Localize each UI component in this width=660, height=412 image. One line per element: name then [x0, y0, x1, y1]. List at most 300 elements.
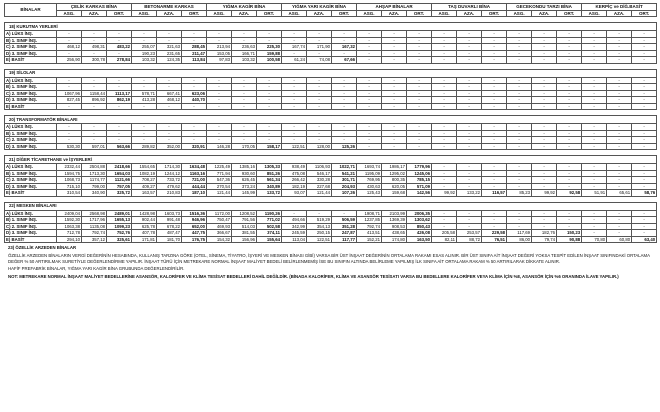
value-cell: - — [457, 210, 482, 217]
value-cell: 63,40 — [632, 236, 657, 243]
value-cell: 407,78 — [132, 230, 157, 237]
value-cell: - — [57, 137, 82, 144]
value-cell: - — [632, 84, 657, 91]
value-cell: 124,35 — [157, 57, 182, 64]
value-cell: - — [282, 130, 307, 137]
value-cell: - — [582, 230, 607, 237]
value-cell: 771,94 — [207, 170, 232, 177]
value-cell: - — [457, 77, 482, 84]
value-cell: 1172,00 — [207, 210, 232, 217]
value-cell: - — [532, 210, 557, 217]
value-cell: - — [332, 31, 357, 38]
value-cell: 211,47 — [182, 50, 207, 57]
value-cell: 103,32 — [232, 57, 257, 64]
value-cell: - — [507, 84, 532, 91]
value-cell: - — [307, 124, 332, 131]
value-cell: - — [532, 217, 557, 224]
value-cell: - — [332, 130, 357, 137]
value-cell: 2006,35 — [407, 210, 432, 217]
value-cell: - — [57, 50, 82, 57]
value-cell: 256,90 — [57, 57, 82, 64]
value-cell: - — [257, 137, 282, 144]
value-cell: 70,80 — [582, 236, 607, 243]
value-cell: 1208,52 — [232, 210, 257, 217]
value-cell: - — [82, 84, 107, 91]
value-cell: - — [507, 170, 532, 177]
value-cell: - — [482, 223, 507, 230]
value-cell: 1986,17 — [382, 164, 407, 171]
value-cell: 310,54 — [57, 190, 82, 197]
value-cell: - — [632, 57, 657, 64]
value-cell: 1305,33 — [257, 164, 282, 171]
section-title-row — [5, 156, 657, 164]
value-cell: - — [232, 137, 257, 144]
value-cell: - — [582, 50, 607, 57]
value-cell: - — [107, 84, 132, 91]
value-cell: - — [582, 44, 607, 51]
value-cell: - — [482, 50, 507, 57]
value-cell: - — [407, 31, 432, 38]
value-cell: 154,32 — [207, 236, 232, 243]
value-cell: - — [232, 37, 257, 44]
value-cell: 103,32 — [132, 57, 157, 64]
value-cell: - — [507, 50, 532, 57]
value-cell: 1190,26 — [257, 210, 282, 217]
value-cell: - — [557, 164, 582, 171]
value-cell: 152,21 — [357, 236, 382, 243]
value-cell: - — [107, 137, 132, 144]
value-cell: - — [532, 143, 557, 150]
value-cell: - — [457, 130, 482, 137]
value-cell: 440,70 — [182, 97, 207, 104]
value-cell: - — [432, 103, 457, 110]
value-cell: 60,80 — [607, 236, 632, 243]
value-cell: 2489,01 — [107, 210, 132, 217]
value-cell: - — [557, 124, 582, 131]
sub-header: ASG. — [132, 10, 157, 17]
value-cell: - — [57, 130, 82, 137]
value-cell: 167,32 — [332, 44, 357, 51]
value-cell: - — [482, 103, 507, 110]
value-cell: - — [607, 84, 632, 91]
value-cell: - — [407, 57, 432, 64]
group-header: YIĞMA KAGİR BİNA — [207, 4, 282, 11]
value-cell: - — [557, 103, 582, 110]
value-cell: - — [457, 183, 482, 190]
value-cell: 1303,62 — [407, 217, 432, 224]
value-cell: - — [482, 44, 507, 51]
value-cell: - — [607, 177, 632, 184]
value-cell: 190,23 — [132, 50, 157, 57]
value-cell: - — [182, 77, 207, 84]
value-cell: - — [82, 130, 107, 137]
value-cell: 366,67 — [207, 230, 232, 237]
value-cell: - — [607, 223, 632, 230]
value-cell: 76,51 — [482, 236, 507, 243]
notes-paragraph: HAFİF PREFABRİK BİNALAR, YIĞMA YARI KAGİR BİNA GRUBUNDA DEĞERLENDİRİLİR. — [8, 266, 185, 272]
section-title: 20) TRANSFORMATÖR BİNALARI — [5, 116, 657, 124]
value-cell: 733,72 — [157, 177, 182, 184]
value-cell: - — [607, 143, 632, 150]
value-cell: - — [57, 31, 82, 38]
value-cell: 74,08 — [307, 57, 332, 64]
row-label: B) 1. SINIF İNŞ. — [5, 217, 57, 224]
value-cell: 750,47 — [207, 217, 232, 224]
value-cell: - — [507, 210, 532, 217]
value-cell: - — [357, 50, 382, 57]
value-cell: 163,50 — [407, 236, 432, 243]
value-cell: 174,80 — [382, 236, 407, 243]
value-cell: - — [507, 143, 532, 150]
value-cell: 67,66 — [332, 57, 357, 64]
value-cell: - — [332, 50, 357, 57]
value-cell: 187,10 — [182, 190, 207, 197]
value-cell: - — [532, 183, 557, 190]
value-cell: - — [482, 217, 507, 224]
value-cell: - — [557, 50, 582, 57]
value-cell: 146,28 — [207, 143, 232, 150]
value-cell: - — [157, 137, 182, 144]
value-cell: - — [432, 210, 457, 217]
value-cell: 155,64 — [257, 236, 282, 243]
value-cell: 1121,66 — [107, 177, 132, 184]
value-cell: - — [532, 57, 557, 64]
section-title: 19) SİLOLAR — [5, 69, 657, 77]
value-cell: 93,07 — [282, 190, 307, 197]
value-cell: - — [307, 97, 332, 104]
value-cell: 792,74 — [82, 230, 107, 237]
value-cell: - — [457, 170, 482, 177]
value-cell: 142,56 — [407, 190, 432, 197]
value-cell: - — [632, 97, 657, 104]
value-cell: - — [557, 217, 582, 224]
value-cell: - — [132, 124, 157, 131]
row-label: B) 1. SINIF İNŞ. — [5, 37, 57, 44]
value-cell: - — [607, 170, 632, 177]
value-cell: - — [132, 37, 157, 44]
row-label: B) 1. SINIF İNŞ. — [5, 170, 57, 177]
value-cell: - — [582, 31, 607, 38]
value-cell: 2103,99 — [382, 210, 407, 217]
value-cell: 902,44 — [132, 217, 157, 224]
value-cell: - — [432, 170, 457, 177]
value-cell: 506,59 — [332, 217, 357, 224]
value-cell: 571,09 — [407, 183, 432, 190]
value-cell: - — [507, 137, 532, 144]
row-label: B) 1. SINIF İNŞ. — [5, 130, 57, 137]
value-cell: 300,78 — [82, 57, 107, 64]
value-cell: - — [182, 31, 207, 38]
sub-header: ASG. — [432, 10, 457, 17]
value-cell: 2332,44 — [57, 164, 82, 171]
value-cell: 771,02 — [257, 217, 282, 224]
value-cell: - — [507, 130, 532, 137]
value-cell: - — [507, 90, 532, 97]
value-cell: - — [282, 97, 307, 104]
value-cell: - — [407, 97, 432, 104]
row-label: A) LÜKS İNŞ. — [5, 31, 57, 38]
value-cell: - — [582, 124, 607, 131]
value-cell: - — [57, 84, 82, 91]
value-cell: - — [507, 177, 532, 184]
value-cell: 2568,98 — [82, 210, 107, 217]
value-cell: - — [282, 77, 307, 84]
value-cell: 851,26 — [257, 170, 282, 177]
value-cell: - — [607, 217, 632, 224]
value-cell: - — [582, 97, 607, 104]
value-cell: 799,00 — [82, 183, 107, 190]
value-cell: 117,77 — [332, 236, 357, 243]
sub-header: ORT. — [632, 10, 657, 17]
value-cell: 561,34 — [257, 177, 282, 184]
value-cell: 1163,16 — [182, 170, 207, 177]
value-cell: 896,92 — [82, 97, 107, 104]
value-cell: 494,66 — [282, 217, 307, 224]
value-cell: 444,44 — [182, 183, 207, 190]
value-cell: - — [457, 57, 482, 64]
row-label: A) LÜKS İNŞ. — [5, 164, 57, 171]
value-cell: - — [382, 37, 407, 44]
value-cell: 563,66 — [107, 143, 132, 150]
value-cell: 1174,77 — [82, 177, 107, 184]
value-cell: - — [357, 37, 382, 44]
value-cell: - — [407, 130, 432, 137]
value-cell: 213,94 — [207, 44, 232, 51]
sub-header: ASG. — [507, 10, 532, 17]
value-cell: - — [332, 137, 357, 144]
value-cell: 225,30 — [257, 44, 282, 51]
value-cell: - — [257, 130, 282, 137]
value-cell: 1908,71 — [357, 210, 382, 217]
value-cell: 99,92 — [532, 190, 557, 197]
value-cell: - — [482, 77, 507, 84]
value-cell: - — [432, 217, 457, 224]
value-cell: 159,68 — [382, 190, 407, 197]
value-cell: 121,44 — [307, 190, 332, 197]
value-cell: 413,51 — [357, 230, 382, 237]
value-cell: 1655,13 — [107, 217, 132, 224]
value-cell: 116,57 — [482, 190, 507, 197]
header-group-row — [5, 4, 657, 11]
value-cell: - — [457, 50, 482, 57]
value-cell: - — [257, 103, 282, 110]
value-cell: - — [432, 223, 457, 230]
value-cell: 652,00 — [182, 223, 207, 230]
value-cell: - — [107, 103, 132, 110]
value-cell: - — [382, 57, 407, 64]
value-cell: - — [307, 50, 332, 57]
value-cell: - — [607, 90, 632, 97]
value-cell: - — [532, 50, 557, 57]
value-cell: 626,45 — [232, 177, 257, 184]
value-cell: 519,29 — [307, 217, 332, 224]
value-cell: - — [482, 124, 507, 131]
value-cell: 210,83 — [157, 190, 182, 197]
row-label: E) BASİT — [5, 57, 57, 64]
value-cell: - — [332, 103, 357, 110]
value-cell: - — [382, 143, 407, 150]
value-cell: 1158,44 — [82, 90, 107, 97]
value-cell: - — [582, 223, 607, 230]
value-cell: - — [532, 77, 557, 84]
value-cell: 374,11 — [257, 230, 282, 237]
value-cell: - — [482, 130, 507, 137]
row-label: C) 2. SINIF İNŞ. — [5, 177, 57, 184]
value-cell: 113,04 — [282, 236, 307, 243]
value-cell: 330,28 — [307, 177, 332, 184]
value-cell: - — [557, 97, 582, 104]
value-cell: 247,87 — [332, 230, 357, 237]
value-cell: - — [307, 37, 332, 44]
value-cell: - — [182, 103, 207, 110]
value-cell: - — [457, 31, 482, 38]
value-cell: - — [432, 130, 457, 137]
row-label: D) 3. SINIF İNŞ. — [5, 183, 57, 190]
value-cell: - — [457, 44, 482, 51]
value-cell: 678,22 — [157, 223, 182, 230]
value-cell: 1594,75 — [57, 170, 82, 177]
value-cell: - — [457, 177, 482, 184]
value-cell: 204,93 — [332, 183, 357, 190]
value-cell: - — [157, 103, 182, 110]
value-cell: 712,78 — [57, 230, 82, 237]
value-cell: - — [282, 37, 307, 44]
value-cell: 715,10 — [57, 183, 82, 190]
value-cell: - — [457, 164, 482, 171]
value-cell: 158,17 — [257, 143, 282, 150]
value-cell: - — [457, 137, 482, 144]
value-cell: - — [607, 37, 632, 44]
value-cell: - — [457, 103, 482, 110]
value-cell: 92,58 — [557, 190, 582, 197]
value-cell: 340,90 — [82, 190, 107, 197]
value-cell: 125,43 — [357, 190, 382, 197]
value-cell: - — [632, 130, 657, 137]
value-cell: - — [157, 130, 182, 137]
value-cell: 541,21 — [332, 170, 357, 177]
value-cell: - — [557, 177, 582, 184]
value-cell: - — [532, 164, 557, 171]
sub-header: ASG. — [582, 10, 607, 17]
value-cell: - — [332, 90, 357, 97]
value-cell: - — [632, 44, 657, 51]
value-cell: 1385,16 — [232, 164, 257, 171]
value-cell: 159,88 — [257, 50, 282, 57]
value-cell: - — [407, 44, 432, 51]
value-cell: 1516,36 — [182, 210, 207, 217]
value-cell: - — [482, 164, 507, 171]
value-cell: - — [482, 90, 507, 97]
value-cell: - — [307, 84, 332, 91]
value-cell: 791,56 — [232, 217, 257, 224]
value-cell: - — [157, 124, 182, 131]
value-cell: - — [607, 137, 632, 144]
value-cell: - — [482, 137, 507, 144]
section-title-row — [5, 69, 657, 77]
value-cell: 498,31 — [82, 44, 107, 51]
value-cell: - — [407, 90, 432, 97]
value-cell: 90,88 — [557, 236, 582, 243]
value-cell: 721,00 — [182, 177, 207, 184]
value-cell: 1063,38 — [57, 223, 82, 230]
value-cell: - — [407, 84, 432, 91]
value-cell: - — [632, 230, 657, 237]
value-cell: 270,54 — [207, 183, 232, 190]
value-cell: 166,71 — [232, 50, 257, 57]
value-cell: 1099,23 — [107, 223, 132, 230]
value-cell: - — [432, 177, 457, 184]
value-cell: - — [182, 130, 207, 137]
sub-header: AZA. — [157, 10, 182, 17]
value-cell: 122,51 — [307, 236, 332, 243]
value-cell: - — [557, 37, 582, 44]
value-cell: - — [357, 103, 382, 110]
value-cell: 827,45 — [57, 97, 82, 104]
group-header: ÇELİK KARKAS BİNA — [57, 4, 132, 11]
value-cell: 752,76 — [107, 230, 132, 237]
value-cell: 171,81 — [132, 236, 157, 243]
value-cell: - — [557, 130, 582, 137]
value-cell: - — [607, 183, 632, 190]
value-cell: - — [607, 210, 632, 217]
value-cell: 2418,66 — [107, 164, 132, 171]
value-cell: - — [457, 84, 482, 91]
group-header: KERPİÇ ve DİĞ.BASİT — [582, 4, 657, 11]
section-title-row — [5, 202, 657, 210]
value-cell: 1603,73 — [157, 210, 182, 217]
value-cell: - — [232, 31, 257, 38]
value-cell: 1554,65 — [132, 164, 157, 171]
value-cell: - — [232, 84, 257, 91]
row-label: A) LÜKS İNŞ. — [5, 210, 57, 217]
row-label: E) BASİT — [5, 103, 57, 110]
group-header: BETONARME KARKAS — [132, 4, 207, 11]
value-cell: - — [432, 143, 457, 150]
value-cell: 321,63 — [157, 44, 182, 51]
value-cell: 182,76 — [532, 230, 557, 237]
value-cell: - — [357, 44, 382, 51]
value-cell: 181,70 — [157, 236, 182, 243]
value-cell: - — [107, 31, 132, 38]
building-cost-table — [4, 3, 657, 243]
value-cell: - — [482, 37, 507, 44]
value-cell: - — [557, 223, 582, 230]
value-cell: - — [632, 103, 657, 110]
sub-header: ORT. — [557, 10, 582, 17]
value-cell: - — [632, 177, 657, 184]
value-cell: - — [482, 210, 507, 217]
row-label: C) 2. SINIF İNŞ. — [5, 137, 57, 144]
value-cell: - — [307, 77, 332, 84]
value-cell: - — [382, 137, 407, 144]
row-label: E) BASİT — [5, 190, 57, 197]
value-cell: - — [557, 31, 582, 38]
value-cell: - — [432, 44, 457, 51]
value-cell: - — [132, 77, 157, 84]
value-cell: - — [432, 57, 457, 64]
value-cell: - — [482, 31, 507, 38]
value-cell: - — [132, 103, 157, 110]
value-cell: - — [607, 97, 632, 104]
sub-header: AZA. — [82, 10, 107, 17]
value-cell: 757,05 — [107, 183, 132, 190]
value-cell: 625,78 — [132, 223, 157, 230]
value-cell: 908,53 — [382, 223, 407, 230]
value-cell: 88,72 — [457, 236, 482, 243]
value-cell: 167,74 — [282, 44, 307, 51]
row-label: D) 3. SINIF İNŞ. — [5, 143, 57, 150]
row-label: D) 3. SINIF İNŞ. — [5, 50, 57, 57]
